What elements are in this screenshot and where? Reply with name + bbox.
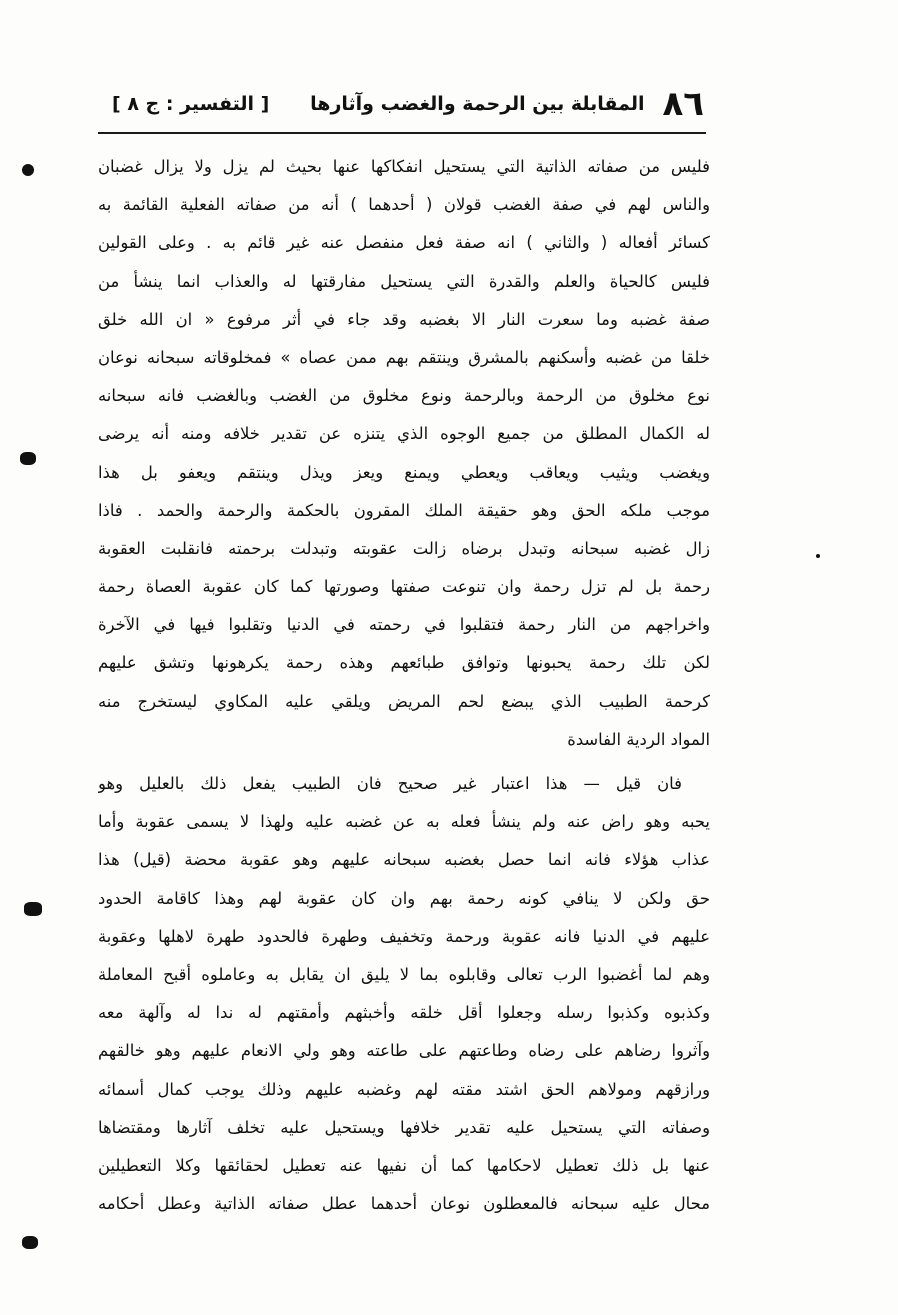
section-reference: [ التفسير : ج ٨ ] — [112, 93, 270, 115]
body-text — [98, 148, 710, 1223]
text-line: خلقا من غضبه وأسكنهم بالمشرق وينتقم بهم ممن عصاه » فمخلوقاته سبحانه نوعان — [98, 347, 710, 367]
text-line: واخراجهم من النار رحمة فتقلبوا في رحمته في الدنيا وتقلبوا فيها في الآخرة — [98, 615, 710, 635]
text-line: رحمة بل لم تزل رحمة وان تنوعت صفتها وصورتها كما كان عقوبة العصاة رحمة — [98, 577, 710, 597]
text-line: عذاب هؤلاء فانه انما حصل بغضبه سبحانه عليهم وهو عقوبة محضة (قيل) هذا — [98, 850, 710, 870]
text-line: عليهم في الدنيا فانه عقوبة ورحمة وتخفيف وطهرة فالحدود طهرة لاهلها وعقوبة — [98, 926, 710, 946]
header-divider — [98, 132, 706, 134]
text-line: موجب ملكه الحق وهو حقيقة الملك المقرون بالحكمة والرحمة والحمد . فاذا — [98, 500, 710, 520]
text-line: والناس لهم في صفة الغضب قولان ( أحدهما ) أنه من صفاته الفعلية القائمة به — [98, 195, 710, 215]
text-line: حق ولكن لا ينافي كونه رحمة بهم وان كان عقوبة لهم وهذا كاقامة الحدود — [98, 888, 710, 908]
text-line: فليس كالحياة والعلم والقدرة التي يستحيل مفارقتها له والعذاب انما ينشأ من — [98, 271, 710, 291]
text-line: عنها بل ذلك تعطيل لاحكامها كما أن نفيها عنه تعطيل لحقائقها وكلا التعطيلين — [98, 1155, 710, 1175]
binding-hole-mark — [22, 1236, 38, 1249]
text-line: محال عليه سبحانه فالمعطلون نوعان أحدهما عطل صفاته الذاتية وعطل أحكامه — [98, 1194, 710, 1214]
text-line: يحبه وهو راض عنه ولم ينشأ فعله به عن غضبه عليه ولهذا لا يسمى عقوبة وأما — [98, 812, 710, 832]
binding-hole-mark — [24, 902, 42, 916]
text-line: كسائر أفعاله ( والثاني ) انه صفة فعل منفصل عنه غير قائم به . وعلى القولين — [98, 233, 710, 253]
page-header — [108, 78, 704, 130]
page-number: ٨٦ — [662, 84, 704, 124]
text-line: فان قيل — هذا اعتبار غير صحيح فان الطبيب يفعل ذلك بالعليل وهو — [98, 774, 682, 793]
text-line: لكن تلك رحمة يحبونها وتوافق طبائعهم وهذه رحمة يكرهونها وتشق عليهم — [98, 653, 710, 673]
chapter-title: المقابلة بين الرحمة والغضب وآثارها — [310, 93, 645, 115]
text-line: ويغضب ويثيب ويعاقب ويعطي ويمنع ويعز ويذل وينتقم ويعفو بل هذا — [98, 462, 710, 482]
text-line: له الكمال المطلق من جميع الوجوه الذي يتنزه عن تقدير خلافه ومنه أنه يرضى — [98, 424, 710, 444]
text-line: وصفاته التي يستحيل عليه تقدير خلافها ويستحيل عليه تخلف آثارها ومقتضاها — [98, 1117, 710, 1137]
ink-speck — [816, 554, 820, 558]
text-line: وكذبوه وكذبوا رسله وجعلوا أقل خلقه وأخبثهم وأمقتهم له ندا له وآلهة معه — [98, 1003, 710, 1023]
text-line: صفة غضبه وما سعرت النار الا بغضبه وقد جاء في أثر مرفوع « ان الله خلق — [98, 309, 710, 329]
text-line: نوع مخلوق من الرحمة وبالرحمة ونوع مخلوق من الغضب وبالغضب فانه سبحانه — [98, 386, 710, 406]
text-line: زال غضبه سبحانه وتبدل برضاه زالت عقوبته وتبدلت برحمته فانقلبت العقوبة — [98, 538, 710, 558]
text-line: فليس من صفاته الذاتية التي يستحيل انفكاكها عنها بحيث لم يزل ولا يزال غضبان — [98, 157, 710, 176]
binding-hole-mark — [22, 164, 34, 176]
text-line: المواد الردية الفاسدة — [567, 729, 710, 749]
text-line: وهم لما أغضبوا الرب تعالى وقابلوه بما لا يليق ان يقابل به وعاملوه أقبح المعاملة — [98, 964, 710, 984]
text-line: كرحمة الطبيب الذي يبضع لحم المريض ويلقي عليه المكاوي ليستخرج منه — [98, 691, 710, 711]
text-line: وآثروا رضاهم على رضاه وطاعتهم على طاعته وهو ولي الانعام عليهم وهو خالقهم — [98, 1041, 710, 1061]
text-line: ورازقهم ومولاهم الحق اشتد مقته لهم وغضبه عليهم وذلك يوجب كمال أسمائه — [98, 1079, 710, 1099]
binding-hole-mark — [20, 452, 36, 465]
